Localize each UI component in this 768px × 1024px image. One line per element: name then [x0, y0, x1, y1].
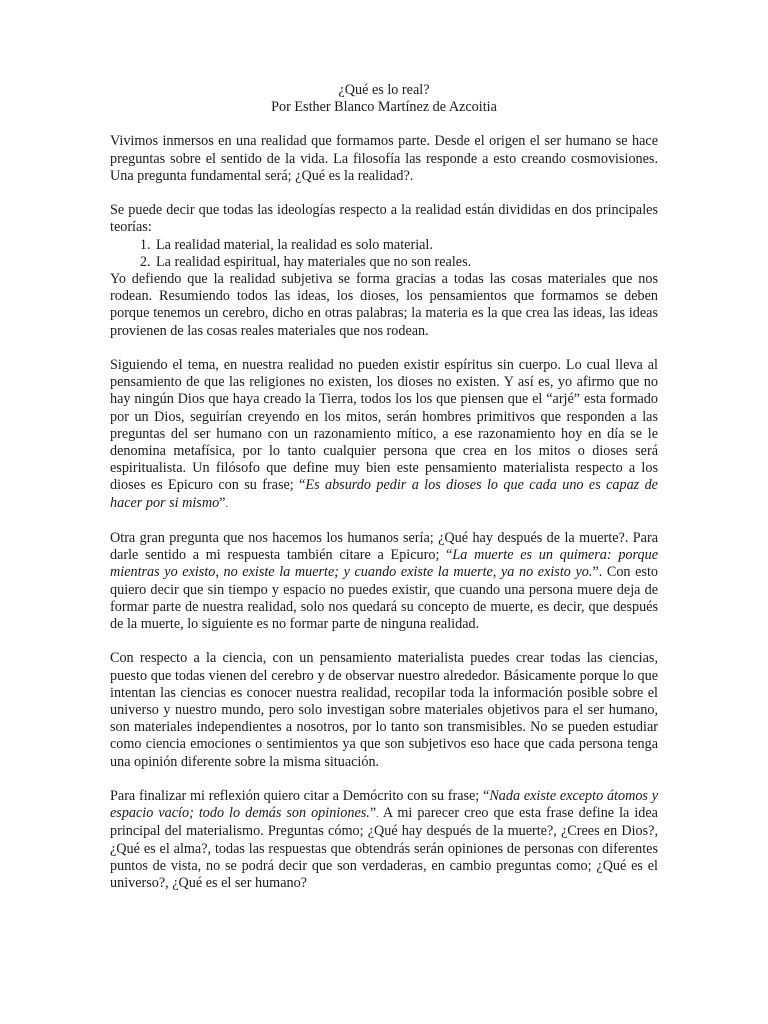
paragraph-science: Con respecto a la ciencia, con un pensamiento materialista puedes crear todas las ciencias, puesto que todas vienen del cerebro y de observar nuestro alrededor. Básicamente porque lo que intentan las ciencias es conocer nuestra realidad, recopilar toda la información posible sobre el universo y nuestro mundo, pero solo investigan sobre materiales objetivos para el ser humano, son materiales independientes a nosotros, por lo tanto son transmisibles. No se pueden estudiar como ciencia emociones o sentimientos ya que son subjetivos eso hace que cada persona tenga una opinión diferente sobre la misma situación.	[110, 650, 658, 770]
period-mark: .	[225, 498, 228, 510]
list-item: 2. La realidad espiritual, hay materiales que no son reales.	[154, 254, 658, 271]
period-mark: .	[376, 809, 379, 821]
paragraph-spirits	[110, 357, 658, 513]
theories-list	[110, 237, 658, 271]
epicuro-quote: Es absurdo pedir a los dioses lo que cada uno es capaz de hacer por si mismo	[110, 477, 658, 511]
document-author: Por Esther Blanco Martínez de Azcoitia	[271, 99, 497, 116]
document-title: ¿Qué es lo real?	[338, 82, 430, 98]
document-page	[110, 82, 658, 909]
paragraph-subjective-reality: Yo defiendo que la realidad subjetiva se forma gracias a todas las cosas materiales que nos rodean. Resumiendo todos las ideas, los dioses, los pensamientos que formamos se deben porque tenemos un cerebro, dicho en otras palabras; la materia es la que crea las ideas, las ideas provienen de las cosas reales materiales que nos rodean.	[110, 271, 658, 339]
paragraph-theories-intro: Se puede decir que todas las ideologías respecto a la realidad están divididas en dos principales teorías:	[110, 202, 658, 236]
epicuro-death-quote: La muerte es un quimera: porque mientras yo existo, no existe la muerte; y cuando existe la muerte, ya no existo yo.	[110, 547, 658, 581]
paragraph-text: A mi parecer creo que esta frase define la idea principal del materialismo. Preguntas cómo; ¿Qué hay después de la muerte?, ¿Crees en Dios?, ¿Qué es el alma?, todas las respuestas que obtendrás serán opiniones de personas con diferentes puntos de vista, no se podrá decir que son verdaderas, en cambio preguntas como; ¿Qué es el universo?, ¿Qué es el ser humano?	[110, 805, 658, 892]
quote-close: ”	[369, 805, 377, 822]
paragraph-intro: Vivimos inmersos en una realidad que formamos parte. Desde el origen el ser humano se hace preguntas sobre el sentido de la vida. La filosofía las responde a esto creando cosmovisiones. Una pregunta fundamental será; ¿Qué es la realidad?.	[110, 133, 658, 184]
paragraph-conclusion	[110, 788, 658, 892]
paragraph-text: ”. Con esto quiero decir que sin tiempo y espacio no puedes existir, que cuando una persona muere deja de formar parte de nuestra realidad, solo nos quedará su concepto de muerte, es decir, que después de la muerte, lo siguiente es no formar parte de ninguna realidad.	[110, 564, 658, 633]
democrito-quote: Nada existe excepto átomos y espacio vacío; todo lo demás son opiniones.	[110, 788, 658, 822]
list-item: 1. La realidad material, la realidad es solo material.	[154, 237, 658, 254]
paragraph-text: Siguiendo el tema, en nuestra realidad no pueden existir espíritus sin cuerpo. Lo cual lleva al pensamiento de que las religiones no existen, los dioses no existen. Y así es, yo afirmo que no hay ningún Dios que haya creado la Tierra, todos los los que piensen que el “arjé” esta formado por un Dios, seguirían creyendo en los mitos, serán hombres primitivos que responden a las preguntas del ser humano con un razonamiento mítico, a ese razonamiento hoy en día se le denomina metafísica, por lo tanto cualquier persona que crea en los mitos o dioses será espiritualista. Un filósofo que define muy bien este pensamiento materialista respecto a los dioses es Epicuro con su frase; “	[110, 357, 658, 494]
paragraph-text: Para finalizar mi reflexión quiero citar a Demócrito con su frase; “	[110, 788, 490, 805]
paragraph-text: Otra gran pregunta que nos hacemos los humanos sería; ¿Qué hay después de la muerte?. Para darle sentido a mi respuesta también citare a Epicuro; “	[110, 530, 658, 564]
quote-close: ”	[219, 494, 226, 511]
title-block	[110, 82, 658, 116]
paragraph-death	[110, 530, 658, 633]
